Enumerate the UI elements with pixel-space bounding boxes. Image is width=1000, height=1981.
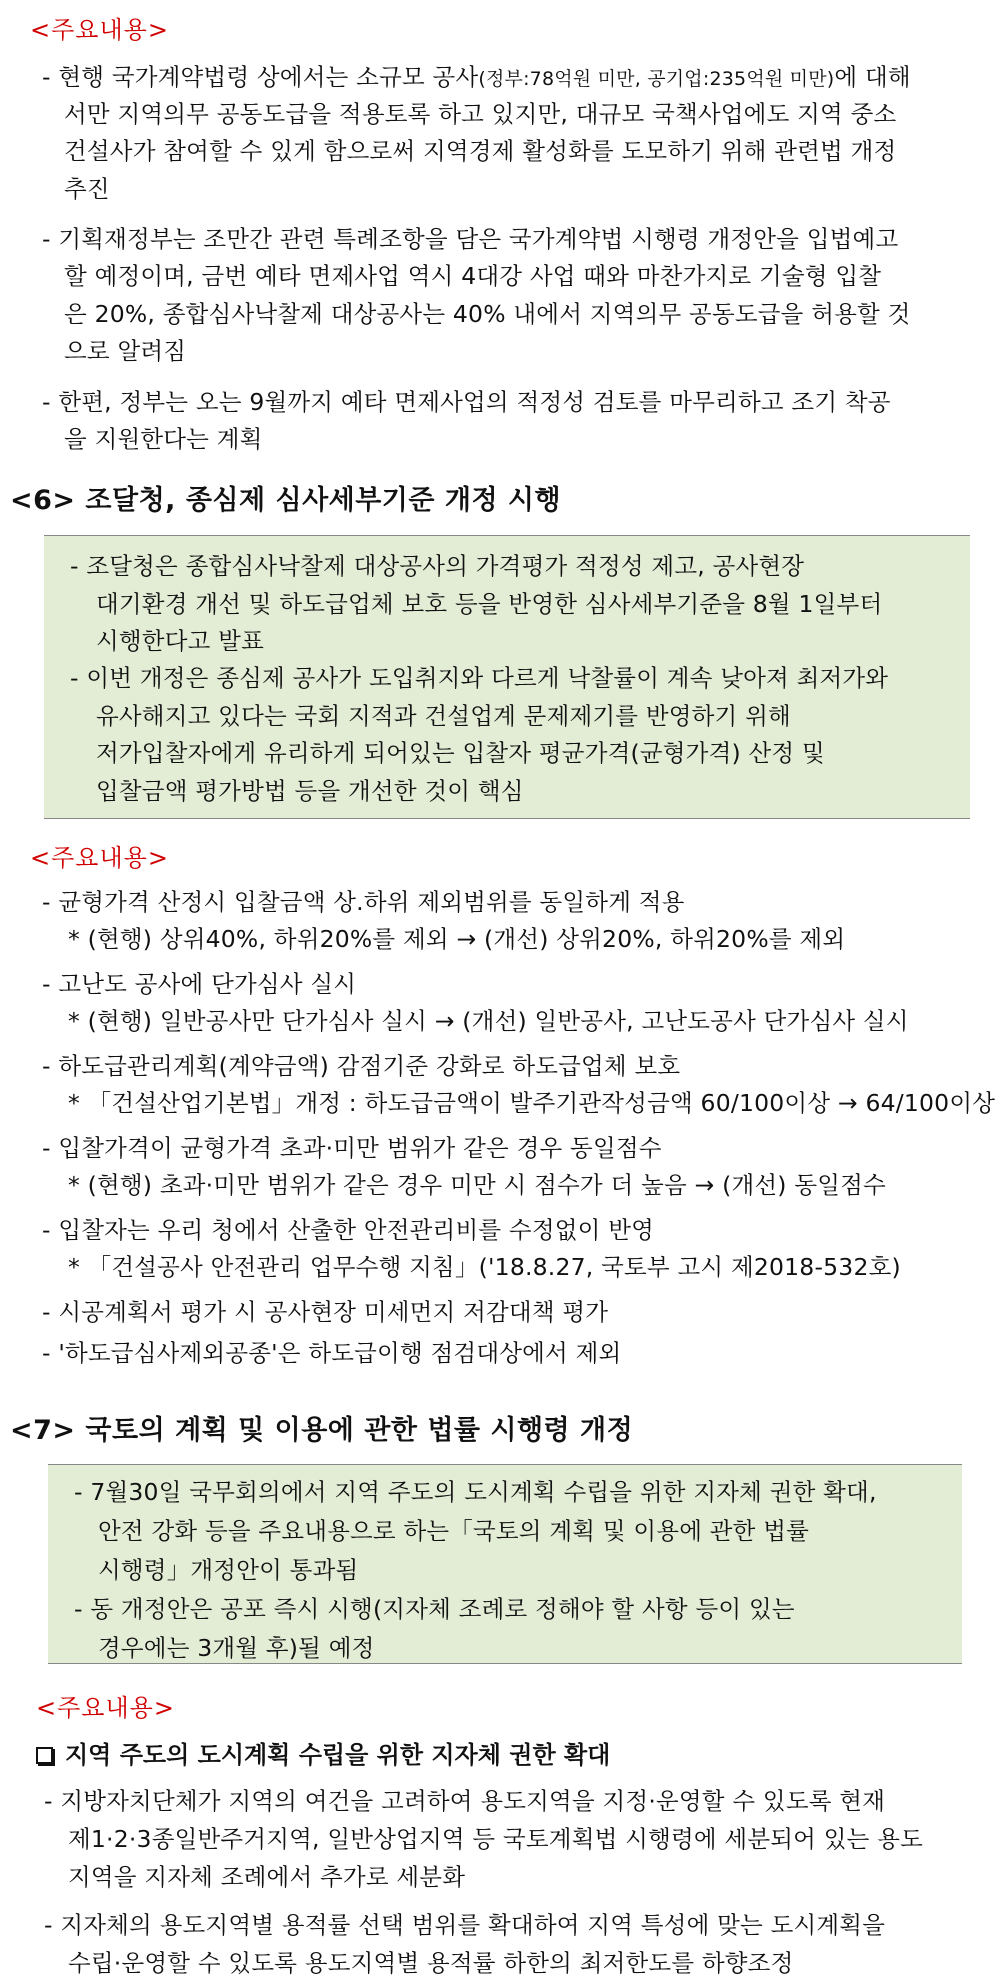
text-line: 건설사가 참여할 수 있게 함으로써 지역경제 활성화를 도모하기 위해 관련법 개정 bbox=[64, 137, 897, 165]
box-text-line: 입찰금액 평가방법 등을 개선한 것이 핵심 bbox=[96, 777, 524, 805]
list-item: - 고난도 공사에 단가심사 실시 bbox=[42, 970, 357, 998]
box-text-line: - 7월30일 국무회의에서 지역 주도의 도시계획 수립을 위한 지자체 권한 확대, bbox=[74, 1478, 877, 1506]
box-text-line: 시행령」개정안이 통과됨 bbox=[98, 1556, 359, 1584]
list-item: - 지방자치단체가 지역의 여건을 고려하여 용도지역을 지정·운영할 수 있도록 현재 bbox=[44, 1787, 886, 1815]
box-text-line: 안전 강화 등을 주요내용으로 하는「국토의 계획 및 이용에 관한 법률 bbox=[98, 1517, 810, 1545]
checkbox-square-icon bbox=[36, 1747, 53, 1764]
list-item: - 입찰가격이 균형가격 초과·미만 범위가 같은 경우 동일점수 bbox=[42, 1134, 662, 1162]
list-note: * (현행) 상위40%, 하위20%를 제외 → (개선) 상위20%, 하위20%를 제외 bbox=[68, 925, 846, 953]
section-heading-main-content: <주요내용> bbox=[30, 844, 169, 872]
box-text-line: - 이번 개정은 종심제 공사가 도입취지와 다르게 낙찰률이 계속 낮아져 최저가와 bbox=[70, 664, 889, 692]
text-span: - 현행 국가계약법령 상에서는 소규모 공사 bbox=[42, 63, 479, 91]
box-text-line: 경우에는 3개월 후)될 예정 bbox=[98, 1634, 375, 1662]
list-note: * 「건설공사 안전관리 업무수행 지침」('18.8.27, 국토부 고시 제2018-532호) bbox=[68, 1253, 901, 1281]
list-item: - '하도급심사제외공종'은 하도급이행 점검대상에서 제외 bbox=[42, 1339, 622, 1367]
text-line: - 한편, 정부는 오는 9월까지 예타 면제사업의 적정성 검토를 마무리하고 조기 착공 bbox=[42, 388, 891, 416]
text-line: 을 지원한다는 계획 bbox=[64, 425, 263, 453]
text-line: 으로 알려짐 bbox=[64, 337, 187, 365]
list-note: * 「건설산업기본법」개정 : 하도급금액이 발주기관작성금액 60/100이상 → 64/100이상 bbox=[68, 1089, 996, 1117]
box-text-line: 유사해지고 있다는 국회 지적과 건설업계 문제제기를 반영하기 위해 bbox=[96, 702, 791, 730]
list-item: - 하도급관리계획(계약금액) 감점기준 강화로 하도급업체 보호 bbox=[42, 1052, 681, 1080]
section-heading-main-content: <주요내용> bbox=[36, 1694, 175, 1722]
box-text-line: - 동 개정안은 공포 즉시 시행(지자체 조례로 정해야 할 사항 등이 있는 bbox=[74, 1595, 795, 1623]
text-line: 서만 지역의무 공동도급을 적용토록 하고 있지만, 대규모 국책사업에도 지역 중소 bbox=[64, 100, 897, 128]
subsection-heading bbox=[36, 1735, 610, 1770]
text-span-note: (정부:78억원 미만, 공기업:235억원 미만) bbox=[478, 68, 835, 90]
box-text-line: 시행한다고 발표 bbox=[96, 627, 264, 655]
section-heading-main-content: <주요내용> bbox=[30, 16, 169, 44]
box-text-line: 저가입찰자에게 유리하게 되어있는 입찰자 평균가격(균형가격) 산정 및 bbox=[96, 739, 825, 767]
list-item-continued: 수립·운영할 수 있도록 용도지역별 용적률 하한의 최저한도를 하향조정 bbox=[68, 1949, 794, 1977]
text-line: 은 20%, 종합심사낙찰제 대상공사는 40% 내에서 지역의무 공동도급을 허용할 것 bbox=[64, 300, 911, 328]
box-text-line: 대기환경 개선 및 하도급업체 보호 등을 반영한 심사세부기준을 8월 1일부터 bbox=[96, 590, 883, 618]
text-line bbox=[42, 58, 911, 92]
subsection-heading-text: 지역 주도의 도시계획 수립을 위한 지자체 권한 확대 bbox=[65, 1741, 611, 1769]
list-item-continued: 지역을 지자체 조례에서 추가로 세분화 bbox=[68, 1863, 466, 1891]
list-note: * (현행) 일반공사만 단가심사 실시 → (개선) 일반공사, 고난도공사 단가심사 실시 bbox=[68, 1007, 909, 1035]
box-text-line: - 조달청은 종합심사낙찰제 대상공사의 가격평가 적정성 제고, 공사현장 bbox=[70, 552, 805, 580]
section-title-6: <6> 조달청, 종심제 심사세부기준 개정 시행 bbox=[10, 485, 562, 516]
section-title-7: <7> 국토의 계획 및 이용에 관한 법률 시행령 개정 bbox=[10, 1415, 634, 1446]
list-item-continued: 제1·2·3종일반주거지역, 일반상업지역 등 국토계획법 시행령에 세분되어 있는 용도 bbox=[68, 1825, 923, 1853]
text-span: 에 대해 bbox=[834, 63, 911, 91]
text-line: 추진 bbox=[64, 175, 110, 203]
text-line: - 기획재정부는 조만간 관련 특례조항을 담은 국가계약법 시행령 개정안을 입법예고 bbox=[42, 225, 899, 253]
list-item: - 균형가격 산정시 입찰금액 상.하위 제외범위를 동일하게 적용 bbox=[42, 888, 685, 916]
list-item: - 지자체의 용도지역별 용적률 선택 범위를 확대하여 지역 특성에 맞는 도시계획을 bbox=[44, 1911, 886, 1939]
list-note: * (현행) 초과·미만 범위가 같은 경우 미만 시 점수가 더 높음 → (개선) 동일점수 bbox=[68, 1171, 886, 1199]
text-line: 할 예정이며, 금번 예타 면제사업 역시 4대강 사업 때와 마찬가지로 기술형 입찰 bbox=[64, 262, 882, 290]
list-item: - 입찰자는 우리 청에서 산출한 안전관리비를 수정없이 반영 bbox=[42, 1216, 654, 1244]
list-item: - 시공계획서 평가 시 공사현장 미세먼지 저감대책 평가 bbox=[42, 1298, 609, 1326]
